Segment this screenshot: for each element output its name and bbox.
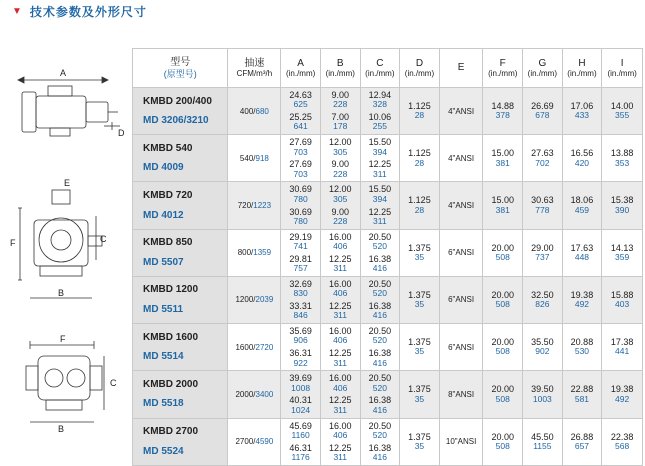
col-h: H (in./mm) [562, 49, 602, 88]
cell-g: 27.63 702 [523, 135, 563, 182]
cell-a: 30.69 780 30.69 780 [281, 182, 321, 229]
label-c: C [100, 234, 107, 244]
cell-b: 12.00 305 9.00 228 [320, 135, 360, 182]
cell-c: 15.50 394 12.25 311 [360, 182, 400, 229]
section-title: 技术参数及外形尺寸 [29, 4, 147, 19]
table-row [133, 371, 643, 418]
col-model: 型号 (原型号) [133, 49, 228, 88]
cell-i: 17.38 441 [602, 324, 643, 371]
cell-g: 35.50 902 [523, 324, 563, 371]
pump-outline-drawings [0, 60, 130, 437]
cell-f: 15.00 381 [483, 182, 523, 229]
cell-i: 15.88 403 [602, 276, 643, 323]
cell-h: 26.88 657 [562, 418, 602, 465]
col-i: I (in./mm) [602, 49, 643, 88]
cell-f: 15.00 381 [483, 135, 523, 182]
cell-b: 16.00 406 12.25 311 [320, 324, 360, 371]
cell-d: 1.375 35 [400, 324, 440, 371]
cell-e: 6"ANSI [439, 276, 483, 323]
cell-c: 20.50 520 16.38 416 [360, 229, 400, 276]
cell-e: 10"ANSI [439, 418, 483, 465]
cell-i: 14.13 359 [602, 229, 643, 276]
triangle-bullet-icon: ▼ [12, 5, 22, 17]
label-b-bottom: B [58, 424, 65, 434]
cell-model: KMBD 2700 MD 5524 [133, 418, 228, 465]
col-speed: 抽速 CFM/m³/h [228, 49, 281, 88]
cell-a: 32.69 830 33.31 846 [281, 276, 321, 323]
cell-b: 16.00 406 12.25 311 [320, 418, 360, 465]
cell-d: 1.375 35 [400, 276, 440, 323]
cell-d: 1.125 28 [400, 88, 440, 135]
cell-a: 39.69 1008 40.31 1024 [281, 371, 321, 418]
cell-i: 15.38 390 [602, 182, 643, 229]
cell-speed: 540/918 [228, 135, 281, 182]
cell-c: 20.50 520 16.38 416 [360, 276, 400, 323]
cell-g: 39.50 1003 [523, 371, 563, 418]
cell-b: 9.00 228 7.00 178 [320, 88, 360, 135]
col-d: D (in./mm) [400, 49, 440, 88]
cell-h: 17.63 448 [562, 229, 602, 276]
cell-h: 20.88 530 [562, 324, 602, 371]
label-e: E [64, 178, 71, 188]
cell-i: 13.88 353 [602, 135, 643, 182]
cell-e: 6"ANSI [439, 324, 483, 371]
cell-h: 22.88 581 [562, 371, 602, 418]
col-f: F (in./mm) [483, 49, 523, 88]
col-c: C (in./mm) [360, 49, 400, 88]
cell-speed: 1200/2039 [228, 276, 281, 323]
cell-b: 16.00 406 12.25 311 [320, 229, 360, 276]
cell-i: 22.38 568 [602, 418, 643, 465]
cell-model: KMBD 1200 MD 5511 [133, 276, 228, 323]
cell-e: 8"ANSI [439, 371, 483, 418]
cell-h: 19.38 492 [562, 276, 602, 323]
table-row [133, 324, 643, 371]
cell-g: 32.50 826 [523, 276, 563, 323]
cell-speed: 1600/2720 [228, 324, 281, 371]
table-header-row [133, 49, 643, 88]
section-header [12, 3, 147, 19]
cell-e: 6"ANSI [439, 229, 483, 276]
cell-c: 20.50 520 16.38 416 [360, 324, 400, 371]
cell-e: 4"ANSI [439, 182, 483, 229]
cell-c: 20.50 520 16.38 416 [360, 418, 400, 465]
dimension-diagrams [0, 60, 130, 437]
table-row [133, 418, 643, 465]
cell-d: 1.375 35 [400, 418, 440, 465]
cell-speed: 2700/4590 [228, 418, 281, 465]
col-b: B (in./mm) [320, 49, 360, 88]
cell-e: 4"ANSI [439, 135, 483, 182]
cell-f: 20.00 508 [483, 276, 523, 323]
cell-f: 20.00 508 [483, 418, 523, 465]
cell-model: KMBD 1600 MD 5514 [133, 324, 228, 371]
cell-model: KMBD 720 MD 4012 [133, 182, 228, 229]
cell-d: 1.375 35 [400, 229, 440, 276]
cell-speed: 2000/3400 [228, 371, 281, 418]
cell-d: 1.125 28 [400, 182, 440, 229]
cell-h: 18.06 459 [562, 182, 602, 229]
cell-a: 35.69 906 36.31 922 [281, 324, 321, 371]
table-row [133, 88, 643, 135]
cell-model: KMBD 850 MD 5507 [133, 229, 228, 276]
cell-b: 16.00 406 12.25 311 [320, 371, 360, 418]
table-row [133, 276, 643, 323]
cell-speed: 720/1223 [228, 182, 281, 229]
cell-model: KMBD 540 MD 4009 [133, 135, 228, 182]
cell-a: 29.19 741 29.81 757 [281, 229, 321, 276]
cell-a: 45.69 1160 46.31 1176 [281, 418, 321, 465]
cell-model: KMBD 200/400 MD 3206/3210 [133, 88, 228, 135]
spec-table [132, 48, 643, 466]
cell-d: 1.125 28 [400, 135, 440, 182]
cell-f: 14.88 378 [483, 88, 523, 135]
cell-f: 20.00 508 [483, 229, 523, 276]
cell-e: 4"ANSI [439, 88, 483, 135]
label-f-bottom: F [60, 334, 66, 344]
cell-model: KMBD 2000 MD 5518 [133, 371, 228, 418]
table-row [133, 229, 643, 276]
col-a: A (in./mm) [281, 49, 321, 88]
cell-g: 45.50 1155 [523, 418, 563, 465]
cell-c: 15.50 394 12.25 311 [360, 135, 400, 182]
table-row [133, 135, 643, 182]
cell-g: 30.63 778 [523, 182, 563, 229]
cell-b: 12.00 305 9.00 228 [320, 182, 360, 229]
cell-i: 14.00 355 [602, 88, 643, 135]
label-b: B [58, 288, 65, 298]
cell-g: 26.69 678 [523, 88, 563, 135]
cell-a: 27.69 703 27.69 703 [281, 135, 321, 182]
cell-h: 16.56 420 [562, 135, 602, 182]
label-f-left: F [10, 238, 16, 248]
table-row [133, 182, 643, 229]
col-g: G (in./mm) [523, 49, 563, 88]
label-a: A [60, 68, 67, 78]
label-c-bottom: C [110, 378, 117, 388]
cell-c: 12.94 328 10.06 255 [360, 88, 400, 135]
cell-speed: 400/680 [228, 88, 281, 135]
cell-b: 16.00 406 12.25 311 [320, 276, 360, 323]
cell-g: 29.00 737 [523, 229, 563, 276]
label-d: D [118, 128, 125, 138]
cell-f: 20.00 508 [483, 371, 523, 418]
cell-i: 19.38 492 [602, 371, 643, 418]
cell-a: 24.63 625 25.25 641 [281, 88, 321, 135]
cell-c: 20.50 520 16.38 416 [360, 371, 400, 418]
cell-d: 1.375 35 [400, 371, 440, 418]
cell-f: 20.00 508 [483, 324, 523, 371]
cell-h: 17.06 433 [562, 88, 602, 135]
col-e: E [439, 49, 483, 88]
cell-speed: 800/1359 [228, 229, 281, 276]
